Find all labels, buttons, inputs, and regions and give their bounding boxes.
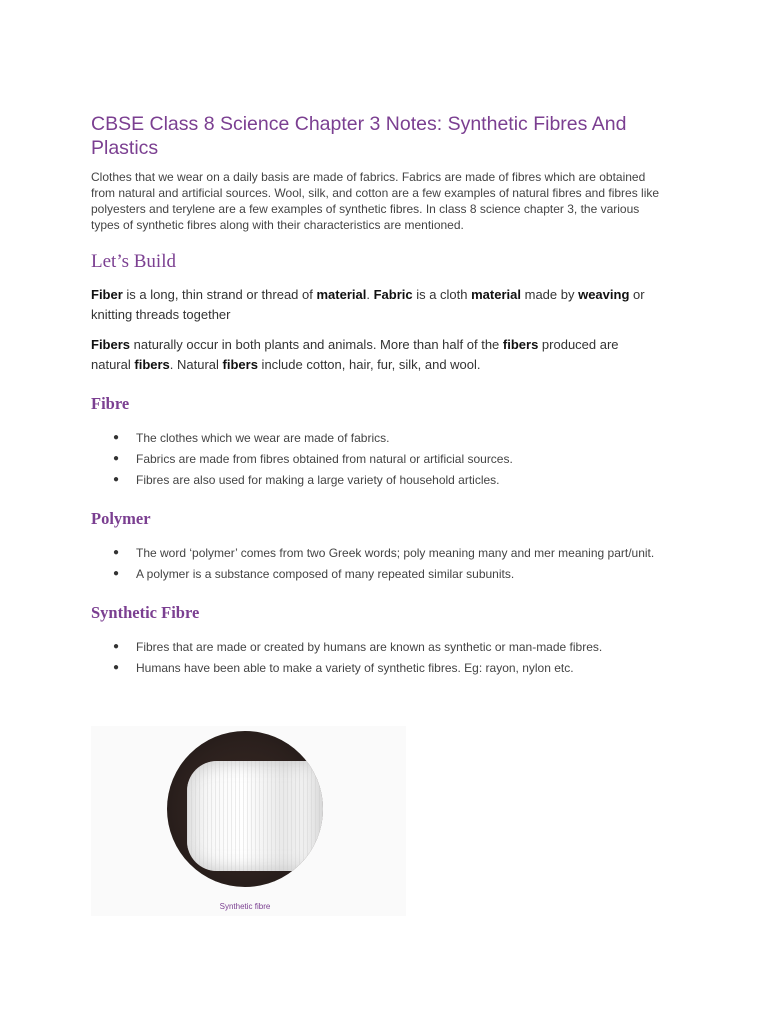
- list-item-text: Humans have been able to make a variety of synthetic fibres. Eg: rayon, nylon etc.: [136, 661, 574, 675]
- fibre-bundle-image: [187, 761, 323, 871]
- synthetic-fibre-list: [91, 639, 661, 676]
- fiber-definition-paragraph: [91, 285, 661, 325]
- polymer-list: [91, 545, 661, 582]
- list-item-text: The clothes which we wear are made of fabrics.: [136, 431, 390, 445]
- fibers-occurrence-paragraph: [91, 335, 661, 375]
- term-material: material: [316, 287, 367, 302]
- list-item: [91, 639, 661, 655]
- fibre-heading: Fibre: [91, 394, 130, 413]
- bullet-icon: ●: [113, 568, 120, 579]
- list-item: [91, 566, 661, 582]
- term-weaving: weaving: [578, 287, 630, 302]
- text-span: naturally occur in both plants and animals. More than half of the: [130, 337, 503, 352]
- list-item: [91, 451, 661, 467]
- text-span: .: [366, 287, 374, 302]
- term-fibers: fibers: [222, 357, 258, 372]
- figure-caption: Synthetic fibre: [219, 902, 271, 911]
- text-span: produced are natural: [91, 337, 619, 372]
- polymer-heading: Polymer: [91, 509, 151, 528]
- term-fiber: Fiber: [91, 287, 123, 302]
- bullet-icon: ●: [113, 432, 120, 443]
- term-fibers: fibers: [502, 337, 539, 352]
- document-body: [91, 112, 661, 697]
- list-item-text: Fabrics are made from fibres obtained from natural or artificial sources.: [136, 452, 513, 466]
- bullet-icon: ●: [113, 474, 120, 485]
- text-span: is a long, thin strand or thread of: [122, 287, 317, 302]
- bullet-icon: ●: [113, 662, 120, 673]
- bullet-icon: ●: [113, 547, 120, 558]
- synthetic-fibre-photo: [167, 731, 323, 887]
- synthetic-fibre-heading: Synthetic Fibre: [91, 603, 200, 622]
- term-fibers: Fibers: [91, 337, 131, 352]
- list-item-text: Fibres that are made or created by humans are known as synthetic or man-made fibres.: [136, 640, 603, 654]
- list-item: [91, 430, 661, 446]
- list-item: [91, 545, 661, 561]
- intro-paragraph: Clothes that we wear on a daily basis are made of fabrics. Fabrics are made of fibres which are obtained from natural and artificial sources. Wool, silk, and cotton are a few examples of natural fibres and fibres like polyesters and terylene are a few examples of synthetic fibres. In class 8 science chapter 3, the various types of synthetic fibres along with their characteristics are mentioned.: [91, 170, 660, 232]
- term-fibers: fibers: [134, 357, 170, 372]
- list-item-text: The word ‘polymer’ comes from two Greek words; poly meaning many and mer meaning part/unit.: [136, 546, 655, 560]
- list-item-text: A polymer is a substance composed of many repeated similar subunits.: [136, 567, 515, 581]
- text-span: is a cloth: [412, 287, 472, 302]
- term-fabric: Fabric: [373, 287, 413, 302]
- bullet-icon: ●: [113, 641, 120, 652]
- list-item: [91, 472, 661, 488]
- page-title: CBSE Class 8 Science Chapter 3 Notes: Synthetic Fibres And Plastics: [91, 113, 627, 159]
- text-span: . Natural: [169, 357, 223, 372]
- fibre-list: [91, 430, 661, 488]
- bullet-icon: ●: [113, 453, 120, 464]
- list-item-text: Fibres are also used for making a large variety of household articles.: [136, 473, 500, 487]
- text-span: or knitting threads together: [91, 287, 645, 322]
- term-material: material: [471, 287, 521, 302]
- lets-build-heading: Let’s Build: [91, 251, 176, 272]
- text-span: made by: [521, 287, 579, 302]
- text-span: include cotton, hair, fur, silk, and wool.: [257, 357, 481, 372]
- fibre-strands: [187, 761, 323, 871]
- synthetic-fibre-figure: [91, 726, 406, 916]
- list-item: [91, 660, 661, 676]
